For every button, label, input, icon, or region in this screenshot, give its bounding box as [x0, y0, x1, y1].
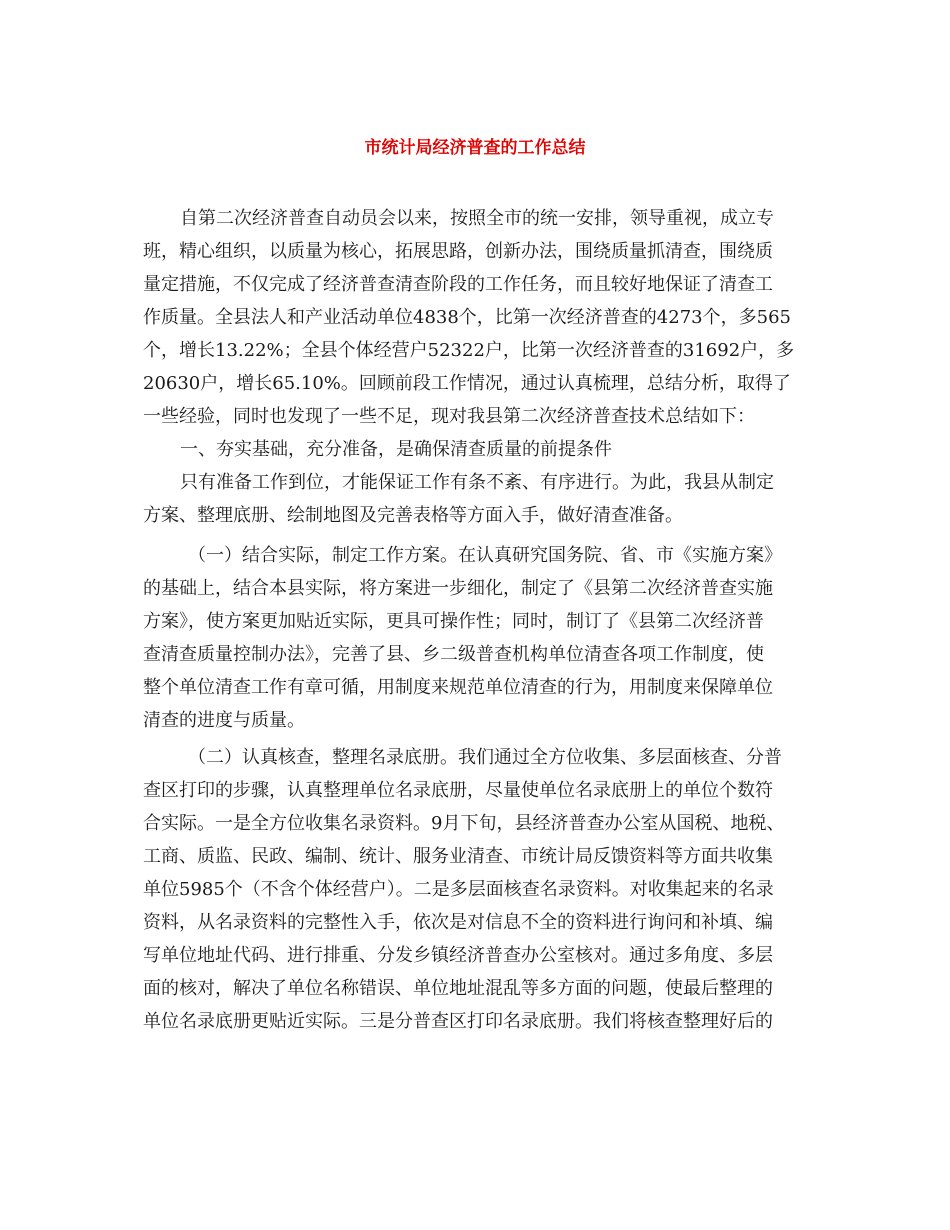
paragraph-line: 资料，从名录资料的完整性入手，依次是对信息不全的资料进行询问和补填、编 [143, 912, 773, 933]
paragraph-line: （一）结合实际，制定工作方案。在认真研究国务院、省、市《实施方案》 [188, 545, 782, 566]
paragraph-line: 自第二次经济普查自动员会以来，按照全市的统一安排，领导重视，成立专 [180, 208, 774, 229]
paragraph-line: 的基础上，结合本县实际，将方案进一步细化，制定了《县第二次经济普查实施 [143, 578, 773, 599]
document-title: 市统计局经济普查的工作总结 [364, 138, 586, 158]
paragraph-line: 方案、整理底册、绘制地图及完善表格等方面入手，做好清查准备。 [143, 505, 683, 526]
paragraph-line: 量定措施，不仅完成了经济普查清查阶段的工作任务，而且较好地保证了清查工 [143, 274, 773, 295]
paragraph-line: 单位5985个（不含个体经营户）。二是多层面核查名录资料。对收集起来的名录 [143, 879, 774, 900]
paragraph-line: 单位名录底册更贴近实际。三是分普查区打印名录底册。我们将核查整理好后的 [143, 1011, 773, 1032]
paragraph-line: 方案》，使方案更加贴近实际，更具可操作性；同时，制订了《县第二次经济普 [143, 611, 764, 632]
paragraph-line: 只有准备工作到位，才能保证工作有条不紊、有序进行。为此，我县从制定 [180, 472, 774, 493]
paragraph-line: 工商、质监、民政、编制、统计、服务业清查、市统计局反馈资料等方面共收集 [143, 846, 773, 867]
section-heading: 一、夯实基础，充分准备，是确保清查质量的前提条件 [180, 439, 612, 460]
paragraph-line: 查清查质量控制办法》，完善了县、乡二级普查机构单位清查各项工作制度，使 [143, 644, 764, 665]
paragraph-line: 班，精心组织，以质量为核心，拓展思路，创新办法，围绕质量抓清查，围绕质 [143, 241, 773, 262]
paragraph-line: 合实际。一是全方位收集名录资料。9月下旬，县经济普查办公室从国税、地税、 [143, 813, 785, 834]
paragraph-line: 作质量。全县法人和产业活动单位4838个，比第一次经济普查的4273个，多565 [143, 307, 791, 328]
paragraph-line: 20630户，增长65.10%。回顾前段工作情况，通过认真梳理，总结分析，取得了 [143, 373, 791, 394]
paragraph-line: 面的核对，解决了单位名称错误、单位地址混乱等多方面的问题，使最后整理的 [143, 978, 773, 999]
paragraph-line: 查区打印的步骤，认真整理单位名录底册，尽量使单位名录底册上的单位个数符 [143, 780, 773, 801]
paragraph-line: 一些经验，同时也发现了一些不足，现对我县第二次经济普查技术总结如下： [143, 406, 755, 427]
paragraph-line: 个，增长13.22%；全县个体经营户52322户，比第一次经济普查的31692户，多 [143, 340, 795, 361]
paragraph-line: 写单位地址代码、进行排重、分发乡镇经济普查办公室核对。通过多角度、多层 [143, 945, 773, 966]
paragraph-line: 整个单位清查工作有章可循，用制度来规范单位清查的行为，用制度来保障单位 [143, 677, 773, 698]
paragraph-line: （二）认真核查，整理名录底册。我们通过全方位收集、多层面核查、分普 [188, 747, 782, 768]
paragraph-line: 清查的进度与质量。 [143, 710, 305, 731]
